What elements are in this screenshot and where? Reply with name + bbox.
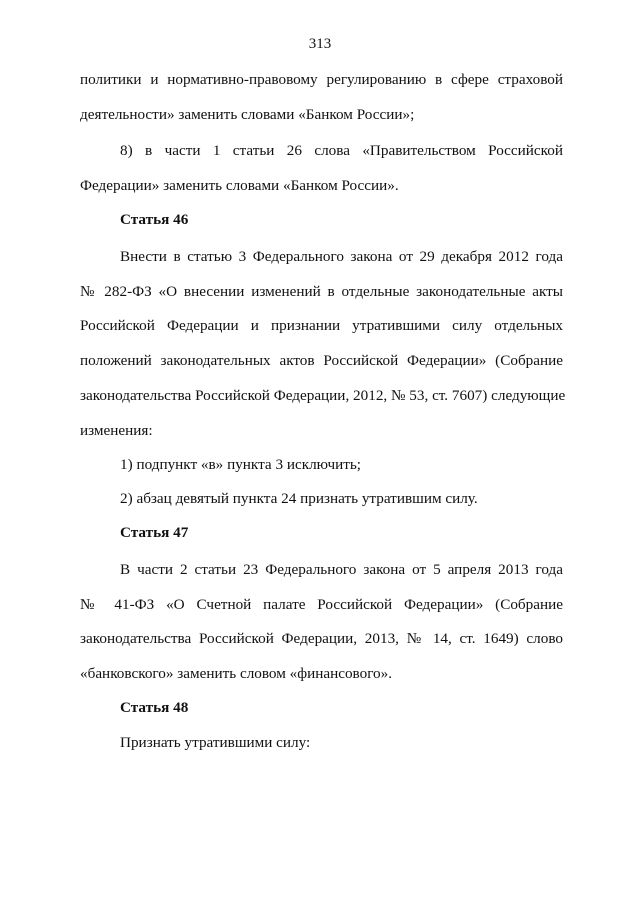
text-line: Признать утратившими силу: — [120, 734, 311, 751]
text-line: политики и нормативно-правовому регулированию в сфере страховой — [80, 71, 563, 88]
text-line: Федерации» заменить словами «Банком России». — [80, 177, 399, 194]
text-line: изменения: — [80, 422, 153, 439]
text-line: Российской Федерации и признании утратившими силу отдельных — [80, 317, 563, 334]
text-line: Внести в статью 3 Федерального закона от 29 декабря 2012 года — [120, 248, 563, 265]
text-line: «банковского» заменить словом «финансового». — [80, 665, 393, 682]
list-item: 1) подпункт «в» пункта 3 исключить; — [120, 456, 361, 473]
text-line: законодательства Российской Федерации, 2012, № 53, ст. 7607) следующие — [80, 387, 566, 404]
article-heading: Статья 47 — [120, 524, 189, 541]
text-line: положений законодательных актов Российской Федерации» (Собрание — [80, 352, 563, 369]
text-line: 8) в части 1 статьи 26 слова «Правительством Российской — [120, 142, 563, 159]
text-line: № 41-ФЗ «О Счетной палате Российской Федерации» (Собрание — [80, 596, 563, 613]
list-item: 2) абзац девятый пункта 24 признать утратившим силу. — [120, 490, 478, 507]
text-line: законодательства Российской Федерации, 2013, № 14, ст. 1649) слово — [80, 630, 563, 647]
article-heading: Статья 48 — [120, 699, 189, 716]
text-line: деятельности» заменить словами «Банком России»; — [80, 106, 415, 123]
text-line: В части 2 статьи 23 Федерального закона от 5 апреля 2013 года — [120, 561, 563, 578]
page-number: 313 — [308, 36, 332, 52]
article-heading: Статья 46 — [120, 211, 189, 228]
text-line: № 282-ФЗ «О внесении изменений в отдельные законодательные акты — [80, 283, 563, 300]
